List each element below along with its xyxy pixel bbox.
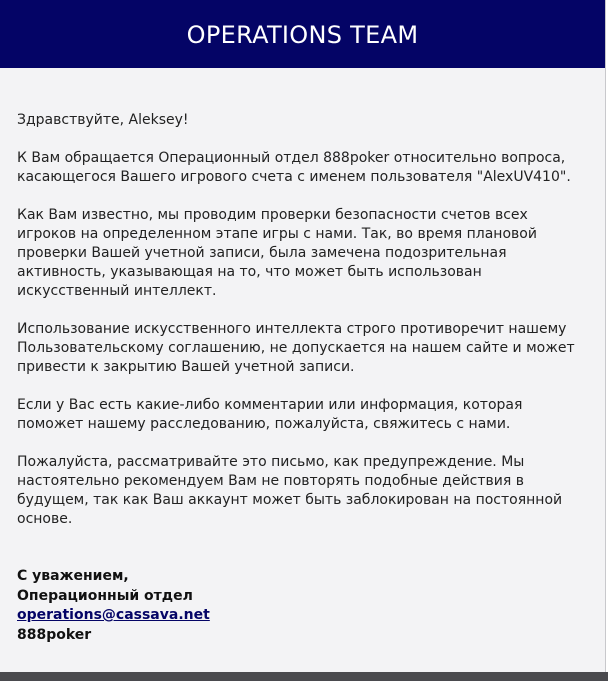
paragraph-intro: К Вам обращается Операционный отдел 888poker относительно вопроса, касающегося Вашего игрового счета с именем пользователя "AlexUV410". <box>17 150 571 185</box>
bottom-bar <box>0 672 608 681</box>
signature-brand: 888poker <box>17 626 92 643</box>
paragraph-warning: Пожалуйста, рассматривайте это письмо, как предупреждение. Мы настоятельно рекомендуем Вам не повторять подобные действия в будущем, так как Ваш аккаунт может быть заблокирован на постоянной основе. <box>17 454 563 527</box>
signature-department: Операционный отдел <box>17 587 193 604</box>
paragraph-policy: Использование искусственного интеллекта строго противоречит нашему Пользовательскому соглашению, не допускается на нашем сайте и может привести к закрытию Вашей учетной записи. <box>17 321 575 375</box>
email-body <box>0 68 605 645</box>
paragraph-security-check: Как Вам известно, мы проводим проверки безопасности счетов всех игроков на определенном этапе игры с нами. Так, во время плановой проверки Вашей учетной записи, была замечена подозрительная активность, указывающая на то, что может быть использован искусственный интеллект. <box>17 207 537 299</box>
email-header <box>0 0 605 68</box>
signature-closing: С уважением, <box>17 568 129 584</box>
header-title: OPERATIONS TEAM <box>186 21 419 49</box>
paragraph-contact: Если у Вас есть какие-либо комментарии или информация, которая поможет нашему расследованию, пожалуйста, свяжитесь с нами. <box>17 397 523 432</box>
greeting: Здравствуйте, Aleksey! <box>17 112 189 128</box>
signature <box>17 567 588 645</box>
signature-email-link[interactable]: operations@cassava.net <box>17 607 210 623</box>
